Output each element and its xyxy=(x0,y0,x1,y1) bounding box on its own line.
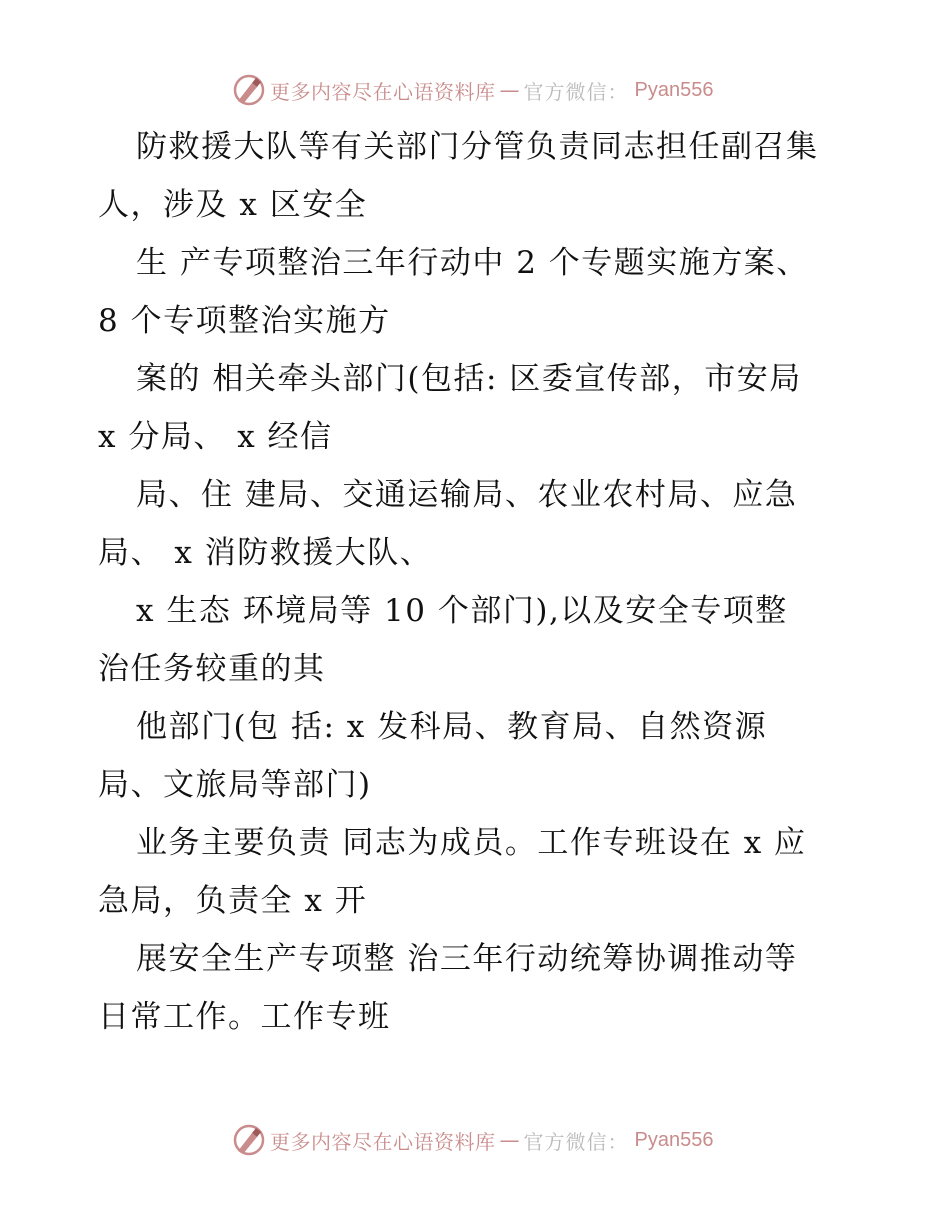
banner-wechat-label: 官方微信： xyxy=(523,79,629,104)
text-line: 业务主要负责 同志为成员。工作专班设在 x 应 xyxy=(136,825,807,861)
banner-separator: — xyxy=(499,78,520,102)
pen-logo-icon xyxy=(232,73,266,107)
text-line: 防救援大队等有关部门分管负责同志担任副召集 xyxy=(136,129,819,165)
document-body xyxy=(98,118,858,1046)
text-line: 生 产专项整治三年行动中 2 个专题实施方案、 xyxy=(136,245,809,281)
pen-logo-icon xyxy=(232,1123,266,1157)
text-line: 日常工作。工作专班 xyxy=(98,999,391,1035)
text-line: 治任务较重的其 xyxy=(98,651,326,687)
banner-wechat-id: Pyan556 xyxy=(634,1128,714,1151)
text-line: 局、文旅局等部门) xyxy=(98,767,372,803)
text-line: 他部门(包 括: x 发科局、教育局、自然资源 xyxy=(136,709,768,745)
text-line: 急局，负责全 x 开 xyxy=(98,883,368,919)
banner-separator: — xyxy=(499,1128,520,1152)
text-line: x 生态 环境局等 10 个部门),以及安全专项整 xyxy=(136,593,788,629)
banner-text: 更多内容尽在心语资料库 xyxy=(270,79,496,104)
text-line: 案的 相关牵头部门(包括: 区委宣传部，市安局 xyxy=(136,361,802,397)
footer-banner xyxy=(232,1122,713,1158)
text-line: 局、 x 消防救援大队、 xyxy=(98,535,433,571)
text-line: 人，涉及 x 区安全 xyxy=(98,187,368,223)
text-line: 局、住 建局、交通运输局、农业农村局、应急 xyxy=(136,477,798,513)
text-line: x 分局、 x 经信 xyxy=(98,419,333,455)
banner-wechat-label: 官方微信： xyxy=(523,1129,629,1154)
text-line: 8 个专项整治实施方 xyxy=(98,303,391,339)
banner-text: 更多内容尽在心语资料库 xyxy=(270,1129,496,1154)
text-line: 展安全生产专项整 治三年行动统筹协调推动等 xyxy=(136,941,798,977)
header-banner xyxy=(232,72,713,108)
banner-wechat-id: Pyan556 xyxy=(634,78,714,101)
